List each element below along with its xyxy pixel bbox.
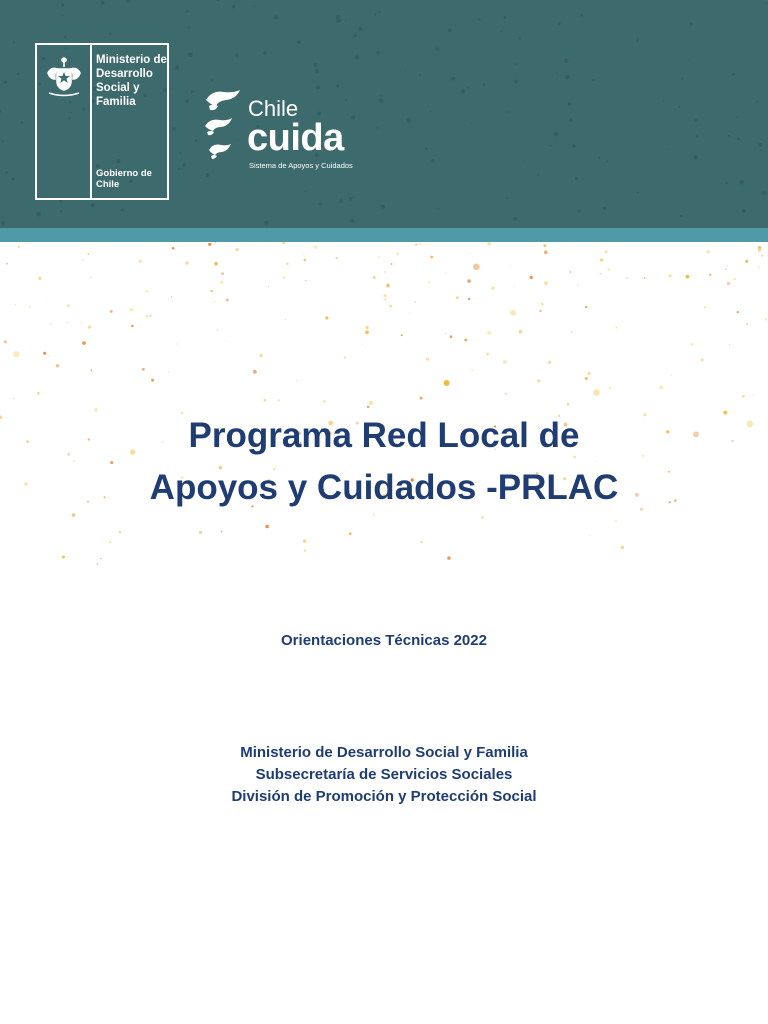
chile-cuida-logo [203, 86, 363, 181]
government-logo [35, 43, 169, 200]
speckle-background [0, 242, 768, 572]
org-line-subsecretary: Subsecretaría de Servicios Sociales [255, 766, 513, 783]
logo-divider [90, 45, 92, 198]
brand-chile: Chile [248, 96, 299, 121]
cover-header [0, 0, 768, 228]
header-stripe [0, 228, 768, 242]
org-line-ministry: Ministerio de Desarrollo Social y Familia [240, 744, 528, 761]
document-subtitle: Orientaciones Técnicas 2022 [281, 632, 487, 649]
issuing-organization [0, 742, 768, 808]
hands-icon [203, 86, 243, 171]
government-label: Gobierno de Chile [96, 168, 152, 190]
ministry-name: Ministerio de Desarrollo Social y Familia [96, 54, 167, 108]
coat-of-arms-icon [43, 55, 85, 99]
brand-tagline: Sistema de Apoyos y Cuidados [249, 161, 353, 170]
title-line-2: Apoyos y Cuidados -PRLAC [149, 468, 619, 507]
title-line-1: Programa Red Local de [188, 416, 580, 455]
org-line-division: División de Promoción y Protección Social [231, 788, 537, 805]
document-title [0, 410, 768, 514]
brand-cuida: cuida [247, 117, 344, 159]
